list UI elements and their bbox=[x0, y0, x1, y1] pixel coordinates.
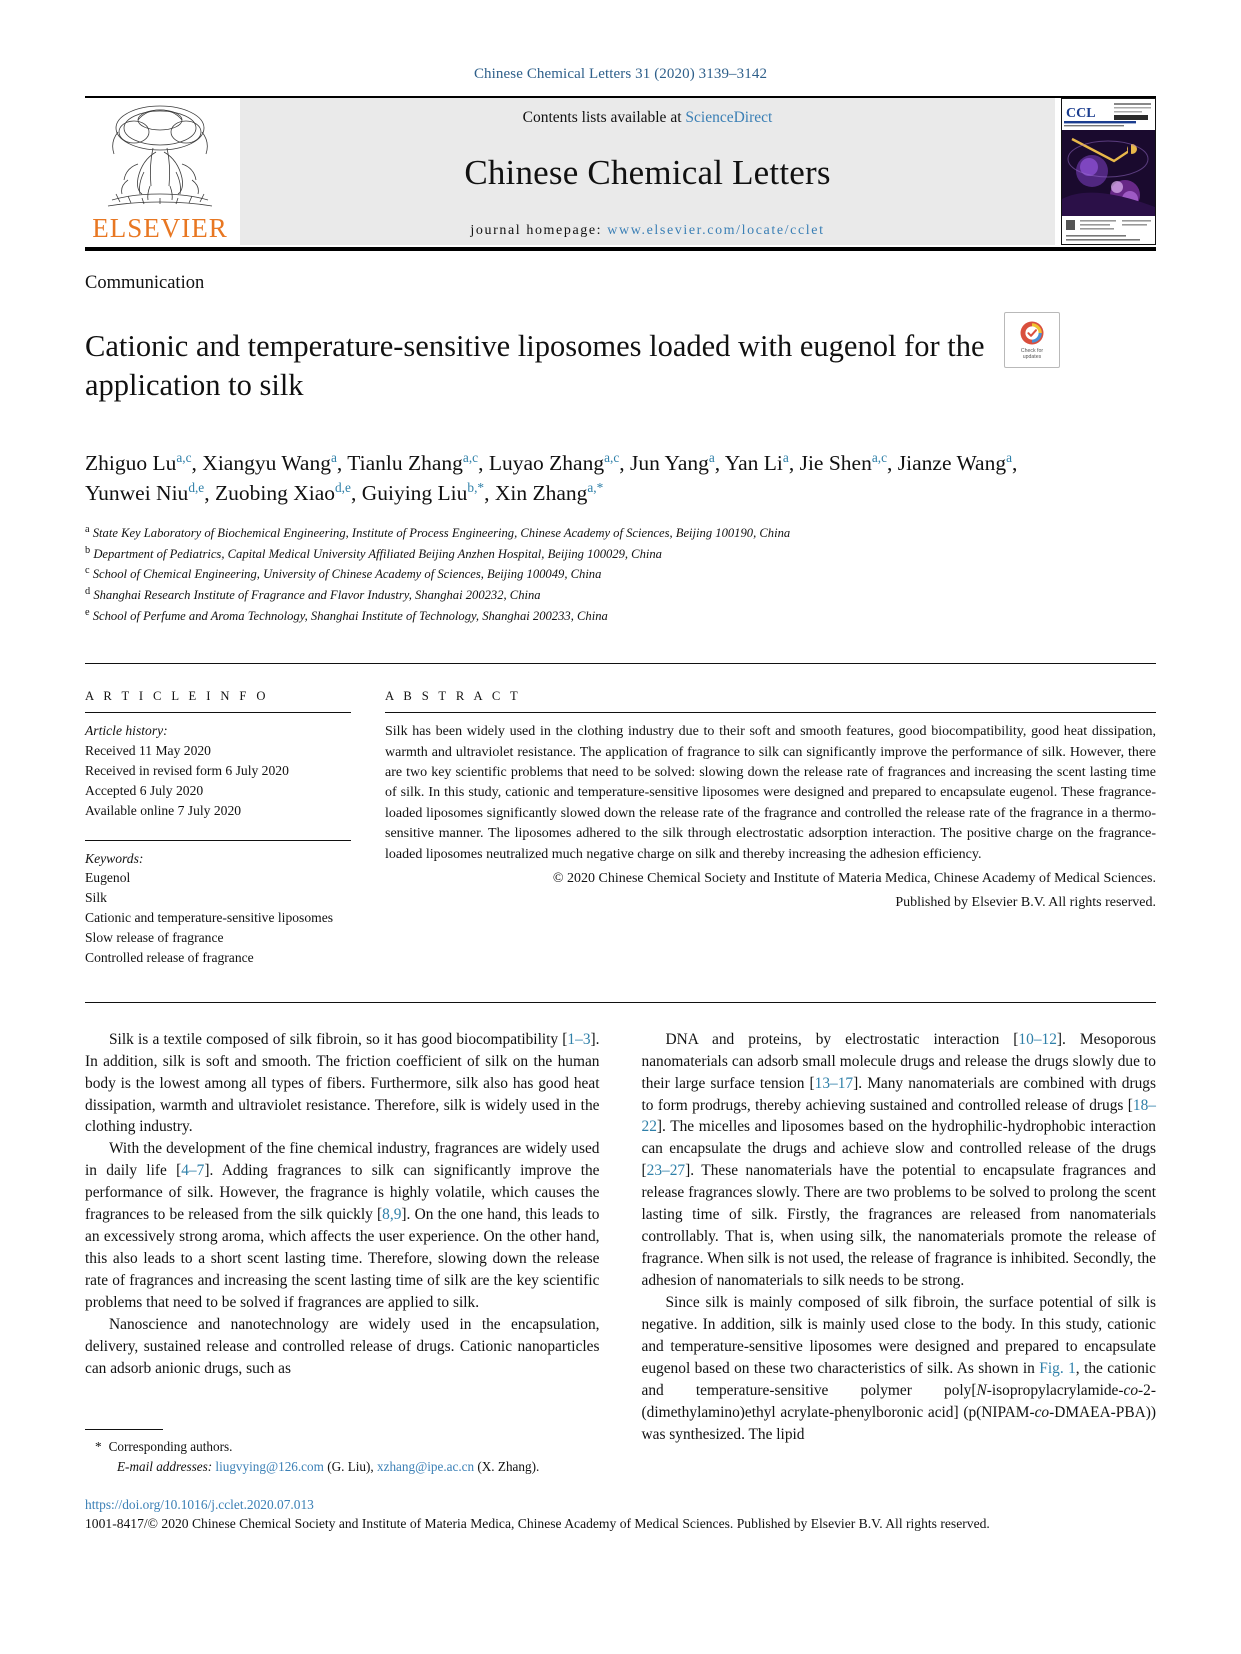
author-affiliation-mark: a,* bbox=[587, 480, 604, 496]
crossmark-icon bbox=[1019, 320, 1045, 346]
journal-homepage-line bbox=[470, 223, 824, 239]
affiliation-item: $^b$ Department of Pediatrics, Capital Medical University Affiliated Beijing Anzhen Hospital, Beijing 100029, China bbox=[85, 544, 662, 561]
affiliation-mark: b bbox=[85, 544, 91, 556]
journal-cover-thumbnail[interactable] bbox=[1061, 98, 1156, 245]
author-name: Jie Shen bbox=[799, 450, 872, 475]
author-name: Xiangyu Wang bbox=[202, 450, 331, 475]
email-owner-zhang: (X. Zhang). bbox=[477, 1458, 540, 1474]
article-info-heading: A R T I C L E I N F O bbox=[85, 689, 269, 704]
affiliation-mark: c bbox=[85, 565, 90, 577]
article-info-rule bbox=[85, 712, 351, 713]
citation-link[interactable]: 1–3 bbox=[567, 1030, 591, 1048]
email-addresses-label: E-mail addresses: bbox=[117, 1458, 213, 1474]
author-list: Zhiguo Lu$^{a,c}$, Xiangyu Wang$^a$, Tianlu Zhang$^{a,c}$, Luyao Zhang$^{a,c}$, Jun Yang$^a$, Yan Li$^a$, Jie Shen$^{a,c}$, Jianze Wang$^a$, Yunwei Niu$^{d,e}$, Zuobing Xiao$^{d,e}$, Guiying Liu$^{b,*}$, Xin Zhang$^{a,*}$ bbox=[85, 449, 1018, 506]
crossmark-caption bbox=[1021, 348, 1043, 361]
crossmark-badge[interactable] bbox=[1004, 312, 1060, 368]
author-name: Tianlu Zhang bbox=[347, 450, 463, 475]
article-history bbox=[85, 721, 351, 820]
article-type: Communication bbox=[85, 273, 205, 293]
crossmark-line2: updates bbox=[1022, 354, 1042, 360]
body-paragraph: Silk is a textile composed of silk fibroin, so it has good biocompatibility [1–3]. In addition, silk is soft and smooth. The friction coefficient of silk on the human body is the lowest among all types of fibers. Furthermore, silk also has good heat dissipation, warmth and ultraviolet resistance. Therefore, silk is widely used in the clothing industry. bbox=[85, 1030, 600, 1136]
affiliation-mark: a bbox=[85, 523, 90, 535]
citation-link[interactable]: 10–12 bbox=[1018, 1030, 1057, 1048]
citation-link[interactable]: 18–22 bbox=[641, 1096, 1156, 1136]
body-paragraph: With the development of the fine chemical industry, fragrances are widely used in daily life [4–7]. Adding fragrances to silk can significantly improve the performance of silk. However, the fragrance is highly volatile, which causes the fragrances to be released from the silk quickly [8,9]. On the one hand, this leads to an excessively strong aroma, which affects the user experience. On the other hand, this also leads to a short scent lasting time. Therefore, slowing down the release rate of fragrances and increasing the scent lasting time of silk are the key scientific problems that need to be solved if fragrances are applied to silk. bbox=[85, 1140, 600, 1312]
keywords-label: Keywords: bbox=[85, 850, 144, 866]
sciencedirect-link[interactable]: ScienceDirect bbox=[685, 108, 773, 126]
author-affiliation-mark: a,c bbox=[604, 449, 620, 465]
elsevier-logo bbox=[85, 98, 235, 245]
author-affiliation-mark: a,c bbox=[462, 449, 479, 465]
keyword-item: Eugenol bbox=[85, 870, 131, 886]
body-paragraph: Nanoscience and nanotechnology are widely used in the encapsulation, delivery, sustained release and controlled release of drugs. Cationic nanoparticles can adsorb anionic drugs, such as bbox=[85, 1316, 600, 1377]
author-affiliation-mark: a bbox=[1006, 449, 1013, 465]
author-name: Zuobing Xiao bbox=[214, 481, 336, 506]
info-abstract-block bbox=[85, 664, 1156, 967]
author-name: Yan Li bbox=[724, 450, 783, 475]
body-paragraph: DNA and proteins, by electrostatic interaction [10–12]. Mesoporous nanomaterials can adsorb small molecule drugs and release the drugs slowly due to their large surface tension [13–17]. Many nanomaterials are combined with drugs to form prodrugs, thereby achieving sustained and controlled release of drugs [18–22]. The micelles and liposomes based on the hydrophilic-hydrophobic interaction can encapsulate the drugs and achieve slow and controlled release of the drugs [23–27]. These nanomaterials have the potential to encapsulate fragrances and release fragrances slowly. There are two problems to be solved to prolong the scent lasting time of silk. Firstly, the fragrances are released from nanomaterials controllably. That is, when using silk, the nanomaterials promote the release of fragrance. When silk is not used, the release of fragrance is inhibited. Secondly, the adhesion of nanomaterials to silk needs to be strong. bbox=[641, 1030, 1156, 1290]
journal-band bbox=[240, 98, 1055, 245]
author-name: Luyao Zhang bbox=[488, 450, 605, 475]
elsevier-wordmark: ELSEVIER bbox=[92, 213, 228, 243]
crossmark-line1: Check for bbox=[1020, 347, 1044, 354]
author-name: Yunwei Niu bbox=[85, 481, 189, 506]
corresponding-authors-note bbox=[85, 1437, 585, 1477]
body-top-rule bbox=[85, 1002, 1156, 1003]
author-name: Jun Yang bbox=[630, 450, 709, 475]
title-row bbox=[85, 307, 1156, 426]
abstract-copyright-1: © 2020 Chinese Chemical Society and Institute of Materia Medica, Chinese Academy of Medical Sciences. bbox=[552, 870, 1156, 886]
journal-title: Chinese Chemical Letters bbox=[464, 152, 831, 192]
history-item: Accepted 6 July 2020 bbox=[85, 782, 204, 798]
body-column-left bbox=[85, 1029, 600, 1446]
affiliation-mark: e bbox=[85, 606, 90, 618]
author-affiliation-mark: a,c bbox=[176, 449, 192, 465]
keyword-item: Slow release of fragrance bbox=[85, 929, 224, 945]
author-affiliation-mark: b,* bbox=[467, 480, 485, 496]
citation-link[interactable]: 23–27 bbox=[646, 1162, 686, 1180]
author-affiliation-mark: a,c bbox=[871, 449, 888, 465]
keyword-item: Silk bbox=[85, 890, 107, 906]
footnote-rule bbox=[85, 1429, 163, 1430]
cover-artwork-icon bbox=[1062, 99, 1155, 244]
abstract-rule bbox=[385, 712, 1156, 713]
corresponding-authors-label: Corresponding authors. bbox=[108, 1439, 233, 1454]
contents-available-line bbox=[523, 109, 773, 127]
author-affiliation-mark: a bbox=[330, 449, 337, 465]
abstract-copyright-2: Published by Elsevier B.V. All rights reserved. bbox=[895, 895, 1156, 911]
homepage-prefix: journal homepage: bbox=[470, 222, 608, 238]
keywords-rule bbox=[85, 840, 351, 841]
author-name: Zhiguo Lu bbox=[85, 450, 177, 475]
footnote-star: * bbox=[95, 1439, 102, 1454]
article-info-column bbox=[85, 664, 385, 967]
abstract-text: Silk has been widely used in the clothing industry due to their soft and smooth features, good biocompatibility, good heat dissipation, warmth and ultraviolet resistance. The application of fragrance to silk can significantly improve the performance of silk. However, there are two key scientific problems that need to be solved: slowing down the release rate of fragrances and increasing the scent lasting time of silk. In this study, cationic and temperature-sensitive liposomes were designed and prepared to encapsulate eugenol. These fragrance-loaded liposomes significantly slowed down the release rate of the fragrance and controlled the release rate of the fragrance in a thermo-sensitive manner. The liposomes adhered to the silk through electrostatic adsorption interaction. The positive charge on the fragrance-loaded liposomes neutralized much negative charge on silk and thereby increasing the adhesion efficiency. bbox=[385, 724, 1156, 862]
author-name: Jianze Wang bbox=[897, 450, 1007, 475]
body-columns bbox=[85, 1029, 1156, 1446]
affiliation-item: $^d$ Shanghai Research Institute of Fragrance and Flavor Industry, Shanghai 200232, China bbox=[85, 586, 541, 603]
keyword-item: Controlled release of fragrance bbox=[85, 949, 254, 965]
affiliation-list bbox=[85, 522, 1156, 625]
citation-link[interactable]: 4–7 bbox=[181, 1162, 205, 1180]
history-item: Available online 7 July 2020 bbox=[85, 802, 242, 818]
author-name: Guiying Liu bbox=[361, 481, 468, 506]
affiliation-item: $^c$ School of Chemical Engineering, University of Chinese Academy of Sciences, Beijing 100049, China bbox=[85, 565, 602, 582]
article-history-label: Article history: bbox=[85, 723, 168, 739]
history-item: Received in revised form 6 July 2020 bbox=[85, 763, 289, 779]
email-link-zhang[interactable]: xzhang@ipe.ac.cn bbox=[377, 1458, 475, 1474]
keywords bbox=[85, 849, 351, 968]
issn-copyright-line: 1001-8417/© 2020 Chinese Chemical Society and Institute of Materia Medica, Chinese Academy of Medical Sciences. Published by Elsevier B.V. All rights reserved. bbox=[85, 1516, 990, 1531]
elsevier-tree-icon bbox=[98, 102, 222, 214]
masthead-bottom-rule bbox=[85, 247, 1156, 251]
citation-link[interactable]: 8,9 bbox=[382, 1206, 402, 1224]
abstract-column bbox=[385, 664, 1156, 967]
email-line bbox=[95, 1457, 585, 1477]
email-link-liu[interactable]: liugvying@126.com bbox=[215, 1458, 324, 1474]
author-affiliation-mark: d,e bbox=[335, 480, 351, 496]
citation-link[interactable]: 13–17 bbox=[814, 1074, 854, 1092]
author-affiliation-mark: a bbox=[782, 449, 789, 465]
contents-prefix: Contents lists available at bbox=[522, 108, 686, 126]
running-head: Chinese Chemical Letters 31 (2020) 3139–3142 bbox=[473, 66, 768, 82]
svg-text:CCL: CCL bbox=[1066, 106, 1096, 121]
journal-homepage-link[interactable]: www.elsevier.com/locate/cclet bbox=[607, 222, 825, 238]
affiliation-item: $^a$ State Key Laboratory of Biochemical Engineering, Institute of Process Engineering, Chinese Academy of Sciences, Beijing 100190, China bbox=[85, 523, 791, 541]
page-title: Cationic and temperature-sensitive liposomes loaded with eugenol for the application to silk bbox=[85, 329, 985, 403]
doi-link[interactable]: https://doi.org/10.1016/j.cclet.2020.07.013 bbox=[85, 1497, 314, 1512]
author-affiliation-mark: a bbox=[708, 449, 715, 465]
figure-link[interactable]: Fig. 1 bbox=[1039, 1359, 1076, 1377]
history-item: Received 11 May 2020 bbox=[85, 743, 211, 759]
affiliation-mark: d bbox=[85, 586, 91, 597]
keyword-item: Cationic and temperature-sensitive liposomes bbox=[85, 910, 334, 926]
body-column-right bbox=[642, 1029, 1157, 1446]
page-footer bbox=[85, 1497, 1156, 1532]
email-owner-liu: (G. Liu), bbox=[327, 1458, 374, 1474]
footnote-block bbox=[85, 1429, 585, 1477]
affiliation-item: $^e$ School of Perfume and Aroma Technology, Shanghai Institute of Technology, Shanghai 200233, China bbox=[85, 606, 608, 623]
keyword-items bbox=[85, 868, 351, 967]
body-paragraph: Since silk is mainly composed of silk fibroin, the surface potential of silk is negative. In addition, silk is mainly used close to the body. In this study, cationic and temperature-sensitive liposomes were designed and prepared to encapsulate eugenol based on these two characteristics of silk. As shown in Fig. 1, the cationic and temperature-sensitive polymer poly[N-isopropylacrylamide-co-2-(dimethylamino)ethyl acrylate-phenylboronic acid] (p(NIPAM-co-DMAEA-PBA)) was synthesized. The lipid bbox=[641, 1294, 1156, 1443]
history-items bbox=[85, 741, 351, 820]
abstract-heading: A B S T R A C T bbox=[385, 689, 522, 704]
journal-masthead bbox=[85, 98, 1156, 245]
author-affiliation-mark: d,e bbox=[188, 480, 205, 496]
author-name: Xin Zhang bbox=[494, 481, 588, 506]
